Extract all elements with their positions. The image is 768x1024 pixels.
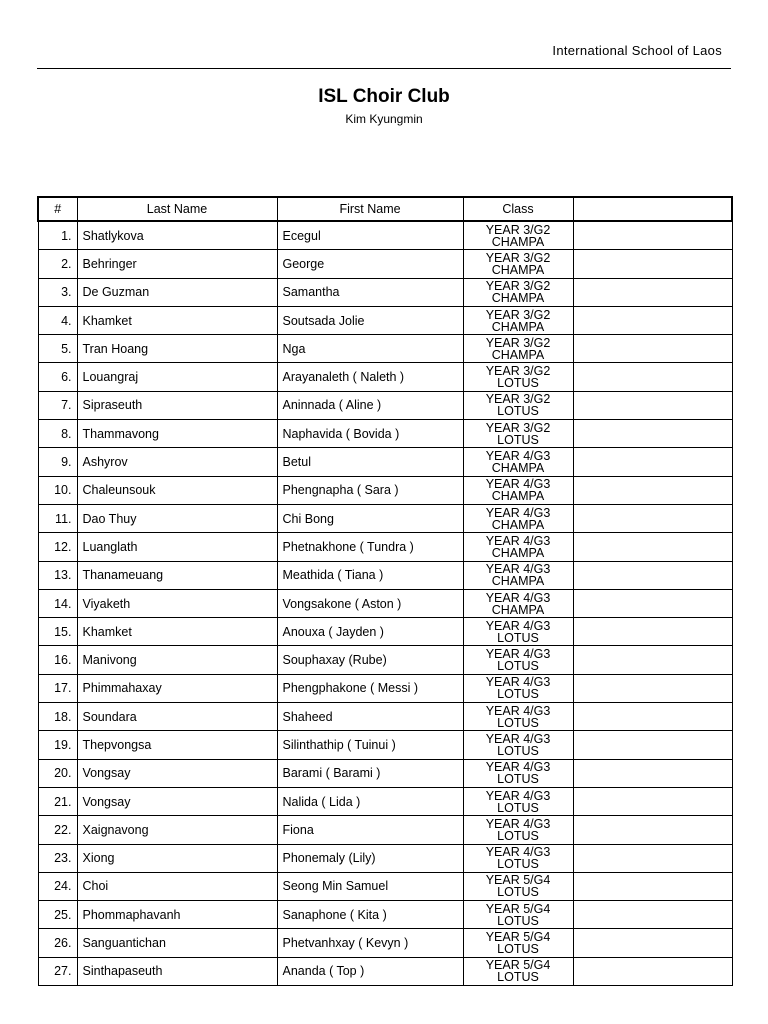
first-name-cell: Nalida ( Lida ) [277, 787, 463, 815]
last-name-cell: Luanglath [77, 533, 277, 561]
first-name-cell: Seong Min Samuel [277, 872, 463, 900]
blank-cell [573, 929, 732, 957]
row-number: 11. [38, 504, 77, 532]
row-number: 17. [38, 674, 77, 702]
table-row [38, 335, 732, 363]
table-row [38, 703, 732, 731]
column-header-last-name: Last Name [77, 197, 277, 221]
class-year-group: YEAR 4/G3 [485, 533, 551, 548]
class-year-group: YEAR 4/G3 [485, 731, 551, 746]
table-row [38, 844, 732, 872]
blank-cell [573, 420, 732, 448]
first-name-cell: Samantha [277, 278, 463, 306]
class-house: LOTUS [497, 942, 539, 957]
blank-cell [573, 759, 732, 787]
class-house: LOTUS [497, 715, 539, 730]
blank-cell [573, 589, 732, 617]
blank-cell [573, 957, 732, 985]
row-number: 8. [38, 420, 77, 448]
class-cell [463, 504, 573, 532]
class-house: LOTUS [497, 885, 539, 900]
class-house: CHAMPA [491, 291, 545, 306]
last-name-cell: De Guzman [77, 278, 277, 306]
table-header-row [38, 197, 732, 221]
class-cell [463, 872, 573, 900]
first-name-cell: Fiona [277, 816, 463, 844]
class-house: CHAMPA [491, 262, 545, 277]
row-number: 26. [38, 929, 77, 957]
class-year-group: YEAR 4/G3 [485, 675, 551, 690]
class-house: CHAMPA [491, 319, 545, 334]
class-year-group: YEAR 4/G3 [485, 449, 551, 464]
last-name-cell: Choi [77, 872, 277, 900]
table-row [38, 618, 732, 646]
class-cell [463, 391, 573, 419]
class-house: LOTUS [497, 404, 539, 419]
row-number: 20. [38, 759, 77, 787]
first-name-cell: Anouxa ( Jayden ) [277, 618, 463, 646]
last-name-cell: Khamket [77, 618, 277, 646]
blank-cell [573, 901, 732, 929]
class-cell [463, 278, 573, 306]
class-house: LOTUS [497, 687, 539, 702]
table-row [38, 278, 732, 306]
first-name-cell: Ananda ( Top ) [277, 957, 463, 985]
last-name-cell: Manivong [77, 646, 277, 674]
class-house: LOTUS [497, 970, 539, 985]
row-number: 22. [38, 816, 77, 844]
last-name-cell: Louangraj [77, 363, 277, 391]
class-cell [463, 844, 573, 872]
first-name-cell: Phonemaly (Lily) [277, 844, 463, 872]
class-year-group: YEAR 4/G3 [485, 703, 551, 718]
class-house: LOTUS [497, 857, 539, 872]
class-cell [463, 957, 573, 985]
blank-cell [573, 278, 732, 306]
class-year-group: YEAR 3/G2 [485, 222, 551, 237]
last-name-cell: Vongsay [77, 787, 277, 815]
row-number: 19. [38, 731, 77, 759]
column-header-number: # [38, 197, 77, 221]
class-house: LOTUS [497, 743, 539, 758]
first-name-cell: Nga [277, 335, 463, 363]
first-name-cell: Phengnapha ( Sara ) [277, 476, 463, 504]
class-house: CHAMPA [491, 234, 545, 249]
table-row [38, 363, 732, 391]
class-house: CHAMPA [491, 517, 545, 532]
class-house: LOTUS [497, 913, 539, 928]
last-name-cell: Shatlykova [77, 221, 277, 250]
class-year-group: YEAR 4/G3 [485, 590, 551, 605]
blank-cell [573, 391, 732, 419]
first-name-cell: Barami ( Barami ) [277, 759, 463, 787]
last-name-cell: Sanguantichan [77, 929, 277, 957]
column-header-first-name: First Name [277, 197, 463, 221]
last-name-cell: Vongsay [77, 759, 277, 787]
class-cell [463, 420, 573, 448]
row-number: 27. [38, 957, 77, 985]
table-row [38, 221, 732, 250]
row-number: 4. [38, 306, 77, 334]
first-name-cell: Ecegul [277, 221, 463, 250]
table-row [38, 306, 732, 334]
class-cell [463, 787, 573, 815]
last-name-cell: Ashyrov [77, 448, 277, 476]
blank-cell [573, 844, 732, 872]
class-house: LOTUS [497, 659, 539, 674]
class-year-group: YEAR 4/G3 [485, 788, 551, 803]
table-row [38, 674, 732, 702]
row-number: 13. [38, 561, 77, 589]
blank-cell [573, 618, 732, 646]
table-row [38, 561, 732, 589]
class-cell [463, 731, 573, 759]
blank-cell [573, 448, 732, 476]
class-year-group: YEAR 3/G2 [485, 335, 551, 350]
class-cell [463, 901, 573, 929]
table-row [38, 957, 732, 985]
blank-cell [573, 250, 732, 278]
class-year-group: YEAR 4/G3 [485, 845, 551, 860]
last-name-cell: Khamket [77, 306, 277, 334]
table-row [38, 589, 732, 617]
row-number: 6. [38, 363, 77, 391]
last-name-cell: Dao Thuy [77, 504, 277, 532]
first-name-cell: Silinthathip ( Tuinui ) [277, 731, 463, 759]
table-row [38, 731, 732, 759]
class-cell [463, 674, 573, 702]
class-year-group: YEAR 3/G2 [485, 420, 551, 435]
table-row [38, 448, 732, 476]
class-year-group: YEAR 5/G4 [485, 873, 551, 888]
class-cell [463, 816, 573, 844]
class-house: CHAMPA [491, 347, 545, 362]
class-cell [463, 476, 573, 504]
blank-cell [573, 533, 732, 561]
row-number: 10. [38, 476, 77, 504]
column-header-blank [573, 197, 732, 221]
row-number: 3. [38, 278, 77, 306]
school-name: International School of Laos [552, 43, 722, 58]
table-row [38, 391, 732, 419]
class-year-group: YEAR 4/G3 [485, 760, 551, 775]
blank-cell [573, 221, 732, 250]
class-year-group: YEAR 4/G3 [485, 816, 551, 831]
last-name-cell: Xiong [77, 844, 277, 872]
class-cell [463, 561, 573, 589]
page-title: ISL Choir Club [318, 86, 450, 107]
table-row [38, 787, 732, 815]
column-header-class: Class [463, 197, 573, 221]
class-year-group: YEAR 3/G2 [485, 364, 551, 379]
blank-cell [573, 703, 732, 731]
blank-cell [573, 363, 732, 391]
class-house: LOTUS [497, 800, 539, 815]
first-name-cell: Sanaphone ( Kita ) [277, 901, 463, 929]
class-cell [463, 646, 573, 674]
class-cell [463, 703, 573, 731]
class-house: CHAMPA [491, 461, 545, 476]
row-number: 16. [38, 646, 77, 674]
class-house: CHAMPA [491, 545, 545, 560]
first-name-cell: Aninnada ( Aline ) [277, 391, 463, 419]
table-row [38, 420, 732, 448]
first-name-cell: Vongsakone ( Aston ) [277, 589, 463, 617]
row-number: 14. [38, 589, 77, 617]
last-name-cell: Tran Hoang [77, 335, 277, 363]
class-house: CHAMPA [491, 602, 545, 617]
last-name-cell: Soundara [77, 703, 277, 731]
first-name-cell: Arayanaleth ( Naleth ) [277, 363, 463, 391]
roster-table [37, 196, 733, 986]
blank-cell [573, 646, 732, 674]
class-year-group: YEAR 4/G3 [485, 505, 551, 520]
row-number: 2. [38, 250, 77, 278]
table-row [38, 504, 732, 532]
last-name-cell: Viyaketh [77, 589, 277, 617]
blank-cell [573, 731, 732, 759]
class-house: LOTUS [497, 630, 539, 645]
first-name-cell: Souphaxay (Rube) [277, 646, 463, 674]
first-name-cell: Chi Bong [277, 504, 463, 532]
last-name-cell: Behringer [77, 250, 277, 278]
last-name-cell: Chaleunsouk [77, 476, 277, 504]
class-cell [463, 363, 573, 391]
row-number: 5. [38, 335, 77, 363]
blank-cell [573, 335, 732, 363]
class-cell [463, 221, 573, 250]
blank-cell [573, 674, 732, 702]
page-subtitle: Kim Kyungmin [345, 112, 423, 126]
blank-cell [573, 504, 732, 532]
class-year-group: YEAR 3/G2 [485, 392, 551, 407]
class-cell [463, 589, 573, 617]
first-name-cell: Soutsada Jolie [277, 306, 463, 334]
row-number: 9. [38, 448, 77, 476]
blank-cell [573, 872, 732, 900]
row-number: 18. [38, 703, 77, 731]
row-number: 1. [38, 221, 77, 250]
first-name-cell: Naphavida ( Bovida ) [277, 420, 463, 448]
last-name-cell: Xaignavong [77, 816, 277, 844]
class-house: LOTUS [497, 772, 539, 787]
table-row [38, 872, 732, 900]
class-cell [463, 533, 573, 561]
row-number: 21. [38, 787, 77, 815]
class-house: LOTUS [497, 376, 539, 391]
table-row [38, 533, 732, 561]
class-year-group: YEAR 3/G2 [485, 250, 551, 265]
class-house: LOTUS [497, 828, 539, 843]
table-row [38, 476, 732, 504]
class-cell [463, 306, 573, 334]
class-year-group: YEAR 3/G2 [485, 307, 551, 322]
class-year-group: YEAR 3/G2 [485, 279, 551, 294]
class-house: LOTUS [497, 432, 539, 447]
row-number: 23. [38, 844, 77, 872]
class-year-group: YEAR 4/G3 [485, 618, 551, 633]
class-cell [463, 759, 573, 787]
first-name-cell: Phengphakone ( Messi ) [277, 674, 463, 702]
row-number: 15. [38, 618, 77, 646]
table-row [38, 759, 732, 787]
last-name-cell: Thepvongsa [77, 731, 277, 759]
last-name-cell: Phimmahaxay [77, 674, 277, 702]
blank-cell [573, 561, 732, 589]
table-row [38, 646, 732, 674]
first-name-cell: Phetvanhxay ( Kevyn ) [277, 929, 463, 957]
first-name-cell: Shaheed [277, 703, 463, 731]
class-year-group: YEAR 5/G4 [485, 930, 551, 945]
blank-cell [573, 816, 732, 844]
row-number: 25. [38, 901, 77, 929]
class-cell [463, 250, 573, 278]
row-number: 12. [38, 533, 77, 561]
last-name-cell: Phommaphavanh [77, 901, 277, 929]
row-number: 7. [38, 391, 77, 419]
class-year-group: YEAR 4/G3 [485, 562, 551, 577]
table-row [38, 816, 732, 844]
last-name-cell: Sinthapaseuth [77, 957, 277, 985]
class-cell [463, 448, 573, 476]
first-name-cell: Meathida ( Tiana ) [277, 561, 463, 589]
table-row [38, 250, 732, 278]
class-year-group: YEAR 4/G3 [485, 647, 551, 662]
table-row [38, 929, 732, 957]
blank-cell [573, 787, 732, 815]
blank-cell [573, 306, 732, 334]
first-name-cell: George [277, 250, 463, 278]
roster-body [38, 221, 732, 986]
last-name-cell: Sipraseuth [77, 391, 277, 419]
last-name-cell: Thanameuang [77, 561, 277, 589]
table-row [38, 901, 732, 929]
first-name-cell: Phetnakhone ( Tundra ) [277, 533, 463, 561]
row-number: 24. [38, 872, 77, 900]
header-divider [37, 68, 731, 69]
class-year-group: YEAR 5/G4 [485, 901, 551, 916]
class-cell [463, 335, 573, 363]
class-year-group: YEAR 5/G4 [485, 958, 551, 973]
first-name-cell: Betul [277, 448, 463, 476]
class-year-group: YEAR 4/G3 [485, 477, 551, 492]
class-cell [463, 929, 573, 957]
last-name-cell: Thammavong [77, 420, 277, 448]
class-cell [463, 618, 573, 646]
class-house: CHAMPA [491, 574, 545, 589]
blank-cell [573, 476, 732, 504]
class-house: CHAMPA [491, 489, 545, 504]
